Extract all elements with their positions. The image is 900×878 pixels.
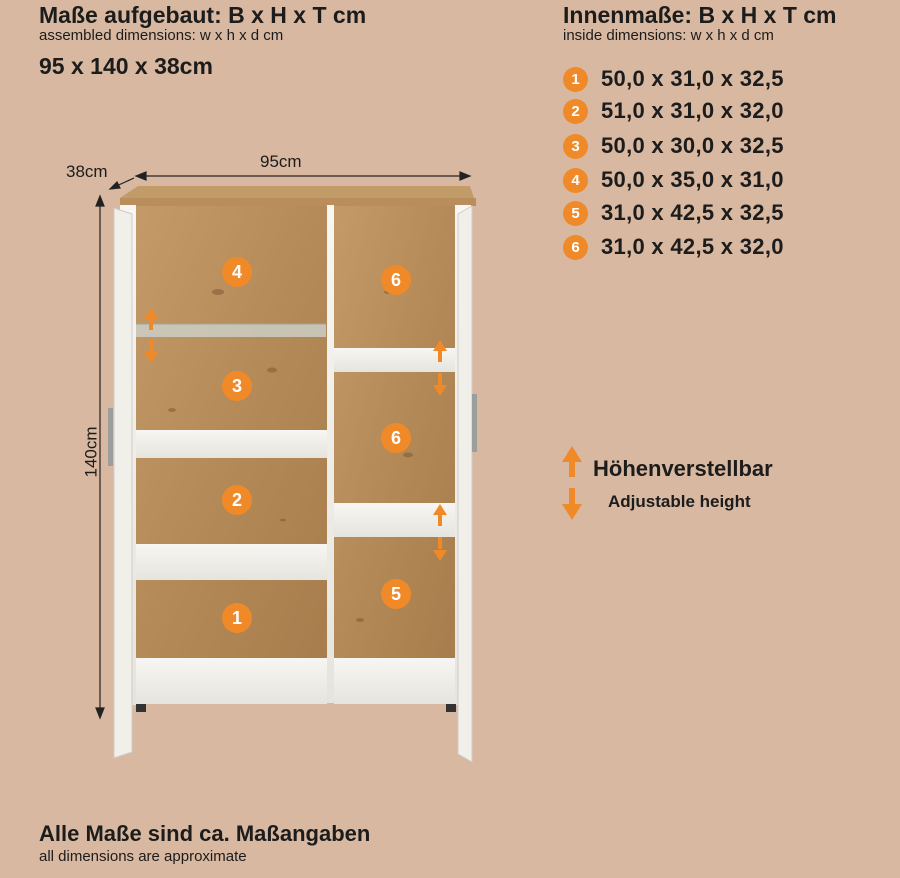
inside-dimension-value: 51,0 x 31,0 x 32,0 [601,98,784,123]
compartment-badge-5 [381,579,411,609]
compartment-badge-3 [222,371,252,401]
compartment-badge-6-top [381,265,411,295]
glass-shelf [136,324,326,337]
svg-text:5: 5 [390,584,402,604]
compartment-badge-1 [222,603,252,633]
depth-label: 38cm [66,162,108,181]
svg-text:4: 4 [231,262,243,282]
svg-text:3: 3 [231,376,243,396]
number-badge-3: 3 [563,134,588,159]
number-badge-1: 1 [563,67,588,92]
right-bottom [334,658,455,704]
legend-subtitle: Adjustable height [608,492,751,511]
svg-text:2: 2 [231,490,243,510]
number-badge-6: 6 [563,235,588,260]
footer-note-subtitle: all dimensions are approximate [39,848,247,865]
assembled-dimensions-title: Maße aufgebaut: B x H x T cm [39,2,367,28]
svg-text:1: 1 [231,608,243,628]
left-door-handle [108,408,113,466]
cabinet-top-edge [120,198,476,206]
number-badge-5: 5 [563,201,588,226]
compartment-badge-4 [222,257,252,287]
cabinet-foot-left [136,704,146,712]
inside-dimensions-subtitle: inside dimensions: w x h x d cm [563,27,774,44]
height-label: 140cm [81,426,101,478]
left-door [114,208,132,758]
number-badge-2: 2 [563,99,588,124]
inside-dimension-value: 50,0 x 35,0 x 31,0 [601,167,784,192]
cabinet-foot-right [446,704,456,712]
middle-divider [327,205,334,703]
width-label: 95cm [260,152,302,171]
inside-dimension-value: 50,0 x 30,0 x 32,5 [601,133,784,158]
right-door [458,206,472,762]
left-shelf-2 [136,544,327,580]
compartment-badge-2 [222,485,252,515]
assembled-dimensions-value: 95 x 140 x 38cm [39,53,213,79]
legend-arrow-icon [562,446,582,520]
right-door-handle [472,394,477,452]
number-badge-4: 4 [563,168,588,193]
inside-dimension-value: 31,0 x 42,5 x 32,5 [601,200,784,225]
right-shelf-1 [334,348,455,372]
inside-dimensions-title: Innenmaße: B x H x T cm [563,2,837,28]
right-shelf-2 [334,503,455,537]
svg-text:6: 6 [390,270,402,290]
inside-dimension-value: 31,0 x 42,5 x 32,0 [601,234,784,259]
footer-note: Alle Maße sind ca. Maßangaben [39,821,371,846]
assembled-dimensions-subtitle: assembled dimensions: w x h x d cm [39,27,284,44]
left-shelf-1 [136,430,327,458]
svg-text:6: 6 [390,428,402,448]
compartment-badge-6-middle [381,423,411,453]
left-bottom [136,658,327,704]
legend-title: Höhenverstellbar [593,456,773,481]
inside-dimension-value: 50,0 x 31,0 x 32,5 [601,66,784,91]
